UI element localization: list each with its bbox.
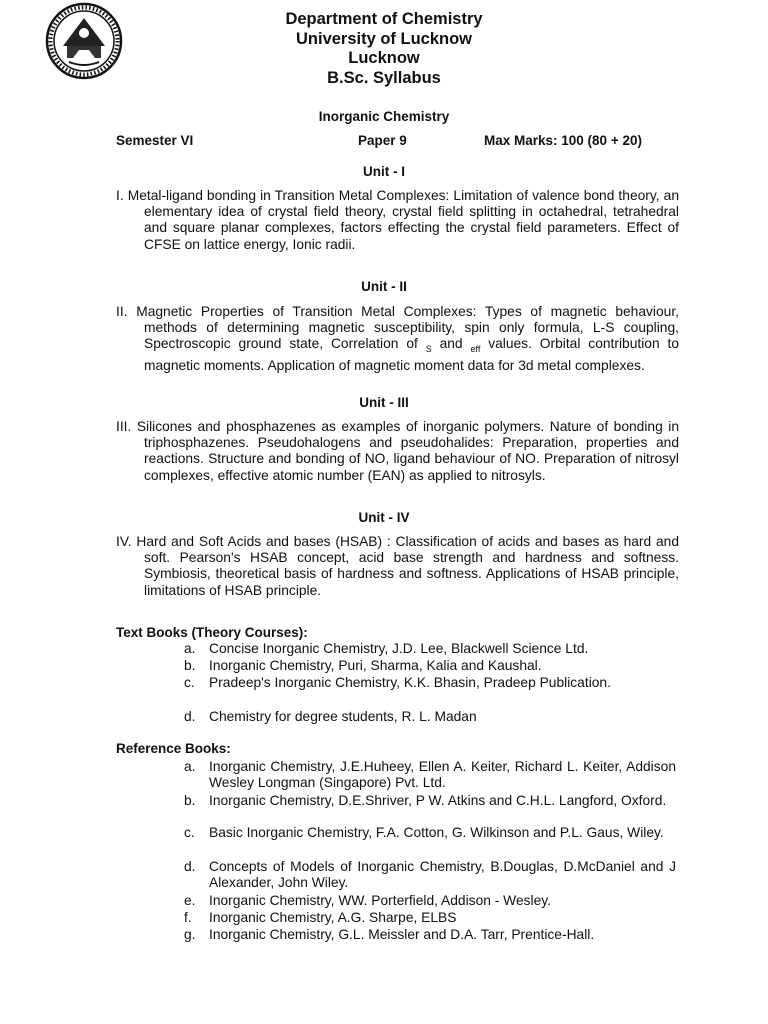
paper-label: Paper 9 [358, 133, 407, 148]
unit-1-text: I. Metal-ligand bonding in Transition Metal Complexes: Limitation of valence bond theory, an elementary idea of crystal field theory, crystal field splitting in octahedral, tetrahedral and square planar complexes, factors effecting the crystal field parameters. Effect of CFSE on lattice energy, Ionic radii. [116, 188, 679, 252]
unit-4-title: Unit - IV [358, 510, 410, 525]
reference-book-item: b. Inorganic Chemistry, D.E.Shriver, P W. Atkins and C.H.L. Langford, Oxford. [184, 793, 667, 808]
reference-book-item: a. Inorganic Chemistry, J.E.Huheey, Ellen A. Keiter, Richard L. Keiter, Addison Wesley Longman (Singapore) Pvt. Ltd. [184, 759, 676, 791]
university-title: University of Lucknow [295, 29, 473, 48]
reference-book-item: g. Inorganic Chemistry, G.L. Meissler and D.A. Tarr, Prentice-Hall. [184, 927, 595, 942]
semester-label: Semester VI [116, 133, 194, 148]
unit-2-text: II. Magnetic Properties of Transition Metal Complexes: Types of magnetic behaviour, methods of determining magnetic susceptibility, spin only formula, L-S coupling, Spectroscopic ground state, Correlation of $_S$ and $_{eff}$ values. Orbital contribution to magnetic moments. Application of magnetic moment data for 3d metal complexes. [116, 304, 679, 373]
unit-1-title: Unit - I [363, 164, 405, 179]
reference-book-item: d. Concepts of Models of Inorganic Chemistry, B.Douglas, D.McDaniel and J Alexander, John Wiley. [184, 859, 676, 891]
text-book-item: c. Pradeep's Inorganic Chemistry, K.K. Bhasin, Pradeep Publication. [184, 675, 611, 690]
text-book-item: d. Chemistry for degree students, R. L. Madan [184, 709, 477, 724]
page-header [0, 10, 768, 88]
text-book-item: b. Inorganic Chemistry, Puri, Sharma, Kalia and Kaushal. [184, 658, 542, 673]
unit-2-title: Unit - II [361, 279, 407, 294]
reference-book-item: f. Inorganic Chemistry, A.G. Sharpe, ELBS [184, 910, 457, 925]
reference-books-title: Reference Books: [116, 741, 231, 756]
max-marks-label: Max Marks: 100 (80 + 20) [484, 133, 642, 148]
unit-4-text: IV. Hard and Soft Acids and bases (HSAB) : Classification of acids and bases as hard and soft. Pearson's HSAB concept, acid base strength and hardness and softness. Symbiosis, theoretical basis of hardness and softness. Applications of HSAB principle, limitations of HSAB principle. [116, 534, 679, 598]
reference-book-item: e. Inorganic Chemistry, WW. Porterfield, Addison - Wesley. [184, 893, 551, 908]
subject-title: Inorganic Chemistry [318, 109, 450, 124]
city-title: Lucknow [348, 49, 420, 67]
department-title: Department of Chemistry [285, 10, 483, 28]
reference-book-item: c. Basic Inorganic Chemistry, F.A. Cotton, G. Wilkinson and P.L. Gaus, Wiley. [184, 825, 664, 840]
text-books-title: Text Books (Theory Courses): [116, 625, 308, 640]
unit-3-title: Unit - III [359, 395, 409, 410]
text-book-item: a. Concise Inorganic Chemistry, J.D. Lee, Blackwell Science Ltd. [184, 641, 589, 656]
unit-3-text: III. Silicones and phosphazenes as examples of inorganic polymers. Nature of bonding in triphosphazenes. Pseudohalogens and pseudohalides: Preparation, properties and reactions. Structure and bonding of NO, ligand behaviour of NO. Preparation of nitrosyl complexes, effective atomic number (EAN) as applied to nitrosyls. [116, 419, 679, 483]
syllabus-title: B.Sc. Syllabus [327, 68, 441, 87]
